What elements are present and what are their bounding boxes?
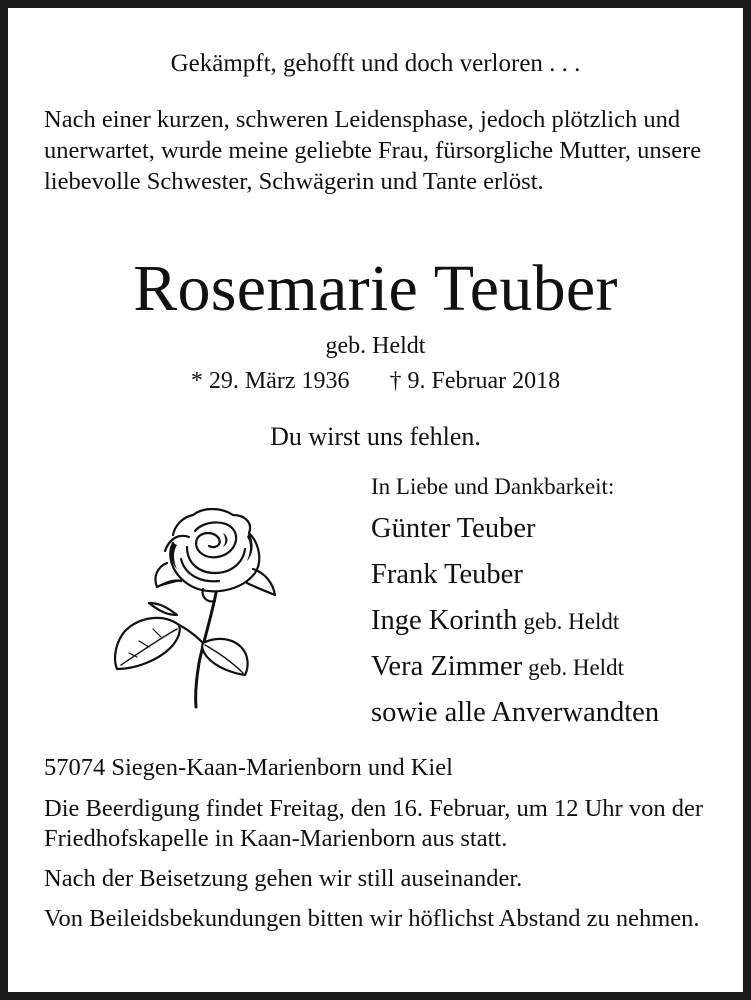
mourner-line (371, 697, 659, 729)
mourner-name: Günter Teuber (371, 513, 536, 544)
mourners-intro: In Liebe und Dankbarkeit: (371, 474, 615, 499)
deceased-name: Rosemarie Teuber (133, 252, 618, 325)
mourner-line (371, 559, 523, 591)
condolences-note: Von Beileidsbekundungen bitten wir höflichst Abstand zu nehmen. (44, 905, 700, 932)
rose-icon (103, 503, 293, 713)
mourner-name: sowie alle Anverwandten (371, 697, 660, 728)
mourner-line (371, 605, 619, 637)
after-burial-note: Nach der Beisetzung gehen wir still auseinander. (44, 865, 523, 892)
mourner-maiden-name: geb. Heldt (528, 655, 624, 680)
maiden-name: geb. Heldt (325, 333, 426, 359)
life-dates (8, 368, 743, 395)
mourner-name: Frank Teuber (371, 559, 523, 590)
motto: Gekämpft, gehofft und doch verloren . . . (170, 50, 581, 77)
farewell-line: Du wirst uns fehlen. (270, 422, 481, 451)
funeral-notice: Die Beerdigung findet Freitag, den 16. Februar, um 12 Uhr von der Friedhofskapelle in Kaan-Marienborn aus statt. (44, 795, 703, 852)
mourner-name: Inge Korinth (371, 605, 518, 636)
birth-date: * 29. März 1936 (190, 368, 350, 394)
intro-text: Nach einer kurzen, schweren Leidensphase, jedoch plötzlich und unerwartet, wurde meine geliebte Frau, fürsorgliche Mutter, unsere liebevolle Schwester, Schwägerin und Tante erlöst. (44, 106, 702, 195)
mourner-line (371, 651, 624, 683)
mourner-maiden-name: geb. Heldt (523, 609, 620, 634)
address: 57074 Siegen-Kaan-Marienborn und Kiel (44, 754, 453, 781)
mourner-line (371, 513, 535, 545)
death-date: † 9. Februar 2018 (389, 368, 561, 394)
mourner-name: Vera Zimmer (371, 651, 523, 682)
